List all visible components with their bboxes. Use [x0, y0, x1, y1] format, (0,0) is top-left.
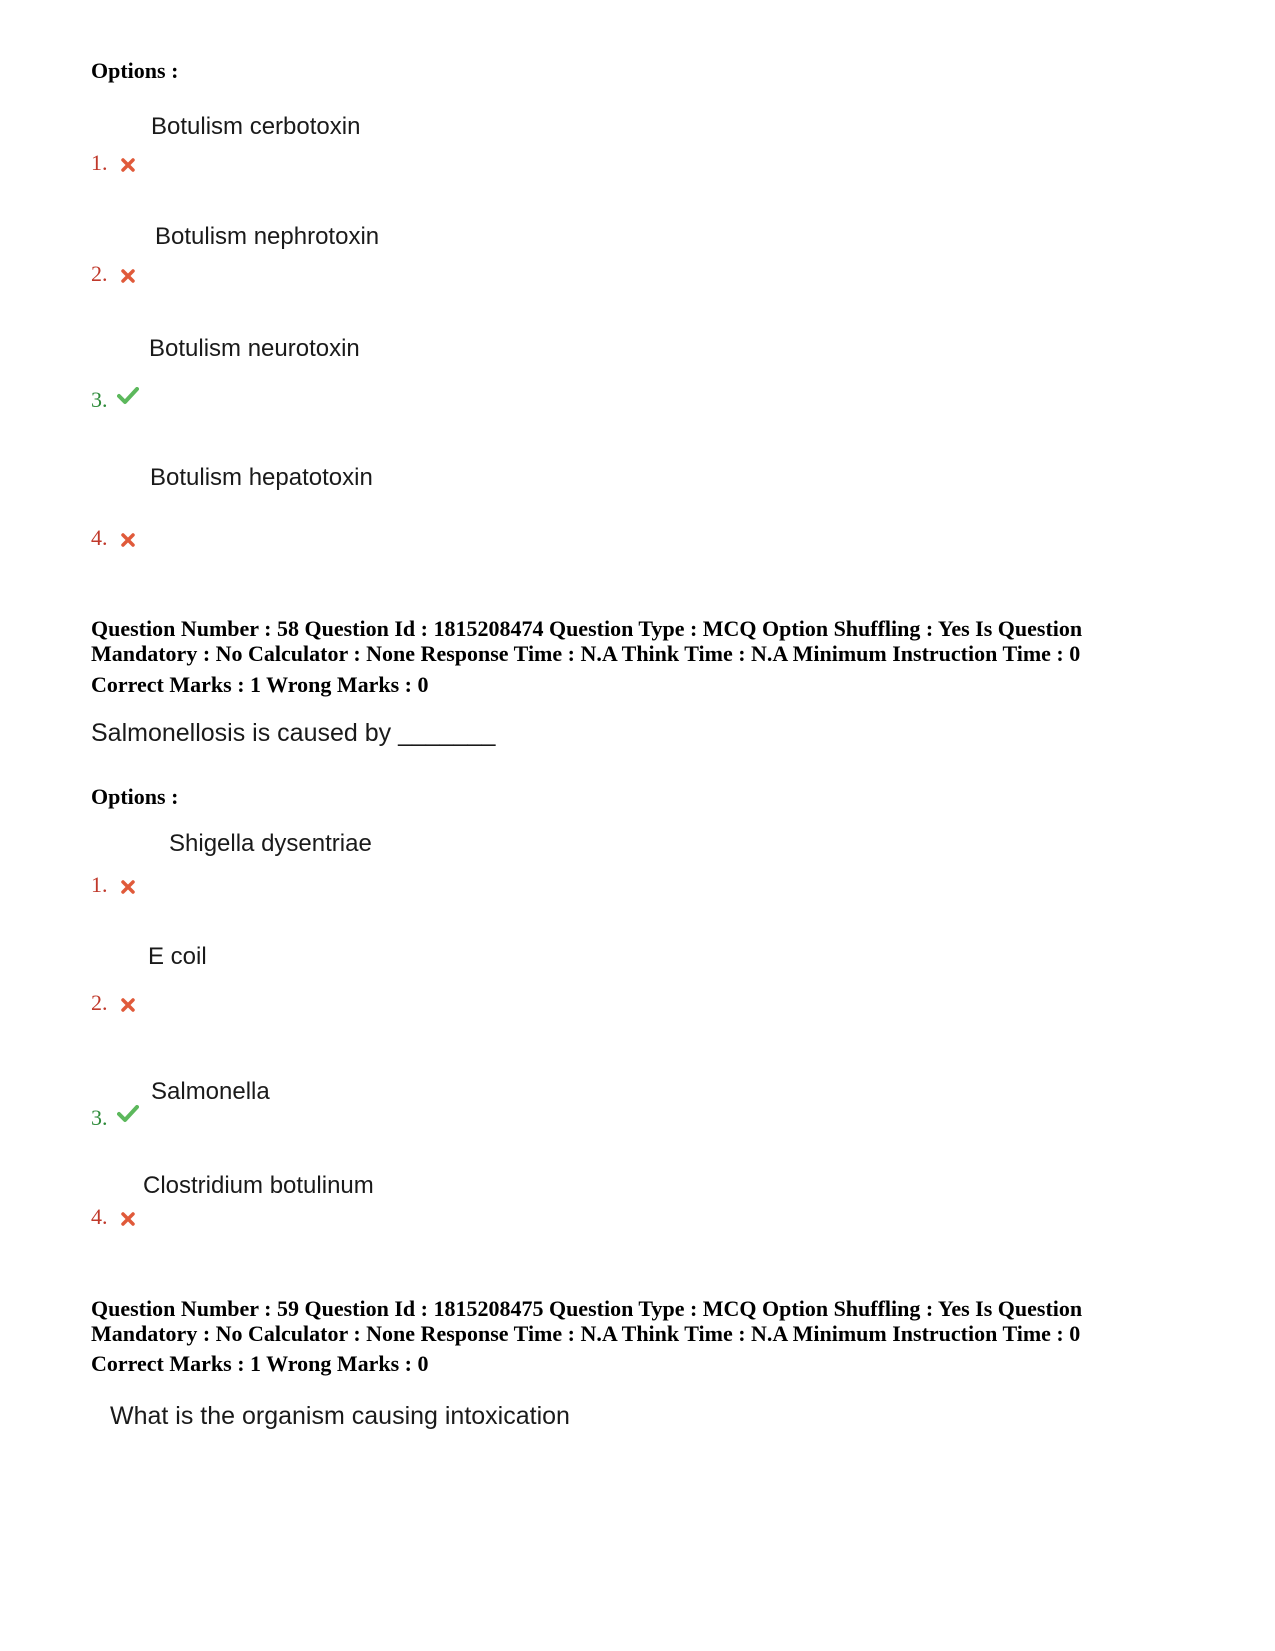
- question-meta-line: Question Number : 59 Question Id : 1815208475 Question Type : MCQ Option Shuffling : Yes Is Question: [91, 1296, 1083, 1321]
- question-meta-line: Question Number : 58 Question Id : 1815208474 Question Type : MCQ Option Shuffling : Yes Is Question: [91, 616, 1083, 641]
- question-meta-line: Mandatory : No Calculator : None Response Time : N.A Think Time : N.A Minimum Instruction Time : 0: [91, 641, 1081, 666]
- option-number: 3.: [91, 1105, 139, 1131]
- option-text: Botulism hepatotoxin: [150, 464, 373, 491]
- option-text: Clostridium botulinum: [143, 1172, 374, 1199]
- question-text: What is the organism causing intoxication: [110, 1402, 570, 1430]
- question-meta: [91, 1296, 1201, 1346]
- wrong-cross-icon: [121, 1212, 135, 1226]
- options-label: Options :: [91, 58, 179, 83]
- correct-check-icon: [117, 387, 139, 405]
- correct-check-icon: [117, 1105, 139, 1123]
- option-number: 1.: [91, 150, 135, 176]
- wrong-cross-icon: [121, 158, 135, 172]
- options-label: Options :: [91, 784, 179, 809]
- option-number: 4.: [91, 1204, 135, 1230]
- option-text: Salmonella: [151, 1078, 270, 1105]
- option-number: 4.: [91, 525, 135, 551]
- marks-line: Correct Marks : 1 Wrong Marks : 0: [91, 1351, 429, 1376]
- option-number: 2.: [91, 990, 135, 1016]
- wrong-cross-icon: [121, 998, 135, 1012]
- option-text: Shigella dysentriae: [169, 830, 372, 857]
- question-meta: [91, 616, 1201, 666]
- option-text: Botulism neurotoxin: [149, 335, 360, 362]
- option-text: E coil: [148, 943, 207, 970]
- wrong-cross-icon: [121, 533, 135, 547]
- option-number: 3.: [91, 387, 139, 413]
- option-text: Botulism nephrotoxin: [155, 223, 380, 250]
- option-text: Botulism cerbotoxin: [151, 113, 361, 140]
- wrong-cross-icon: [121, 269, 135, 283]
- question-text: Salmonellosis is caused by _______: [91, 719, 496, 747]
- option-number: 2.: [91, 261, 135, 287]
- option-number: 1.: [91, 872, 135, 898]
- marks-line: Correct Marks : 1 Wrong Marks : 0: [91, 672, 429, 697]
- wrong-cross-icon: [121, 880, 135, 894]
- question-meta-line: Mandatory : No Calculator : None Response Time : N.A Think Time : N.A Minimum Instruction Time : 0: [91, 1321, 1081, 1346]
